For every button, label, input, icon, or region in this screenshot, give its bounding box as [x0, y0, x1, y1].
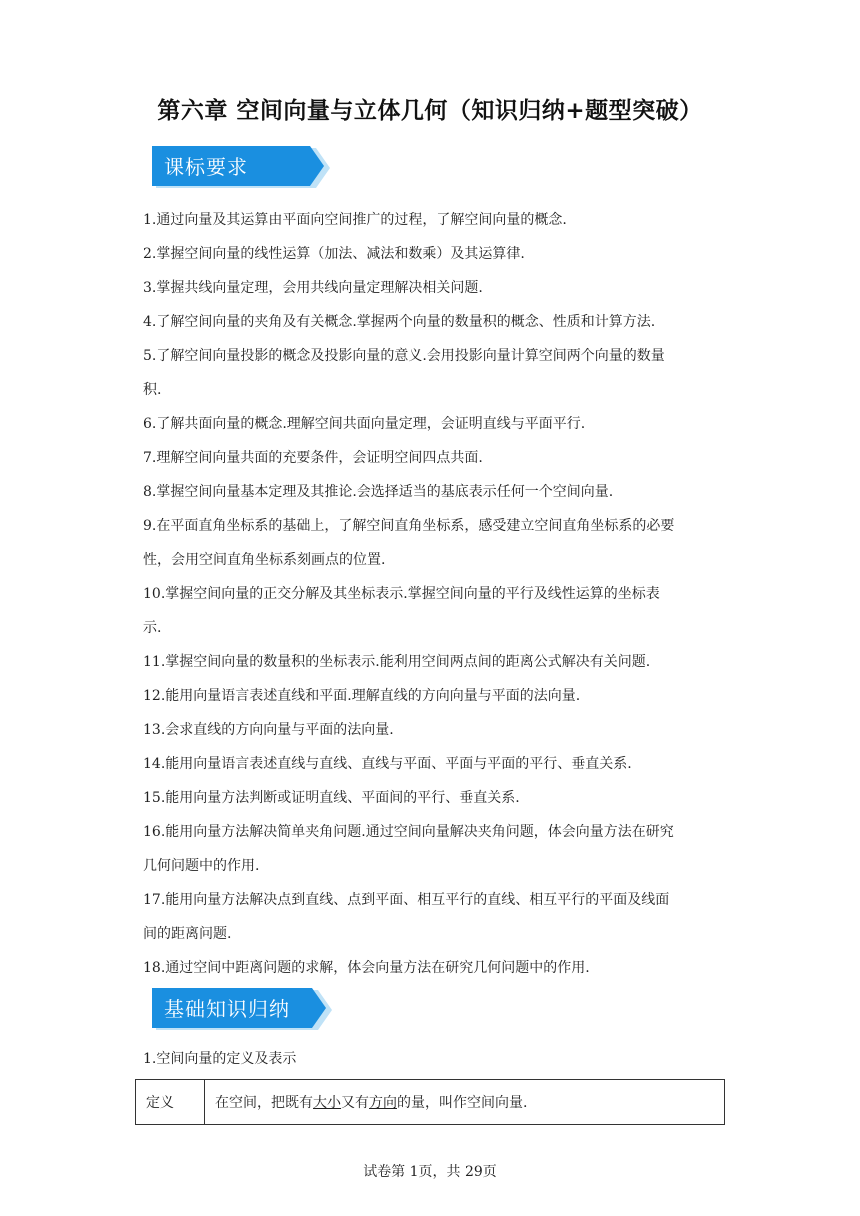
list-item: 间的距离问题. — [143, 926, 232, 942]
table-cell-key: 定义 — [136, 1080, 205, 1125]
banner-basics-label: 基础知识归纳 — [164, 997, 290, 1021]
list-item: 几何问题中的作用. — [143, 858, 260, 874]
list-item: 12.能用向量语言表述直线和平面.理解直线的方向向量与平面的法向量. — [143, 688, 581, 704]
banner-requirements — [150, 146, 332, 188]
value-text: 的量，叫作空间向量. — [397, 1095, 528, 1111]
list-item: 7.理解空间向量共面的充要条件，会证明空间四点共面. — [143, 450, 483, 466]
table-row — [136, 1080, 725, 1125]
table-cell-value — [205, 1080, 725, 1125]
list-item: 16.能用向量方法解决简单夹角问题.通过空间向量解决夹角问题，体会向量方法在研究 — [143, 824, 674, 840]
list-item: 18.通过空间中距离问题的求解，体会向量方法在研究几何问题中的作用. — [143, 960, 590, 976]
list-item: 14.能用向量语言表述直线与直线、直线与平面、平面与平面的平行、垂直关系. — [143, 756, 632, 772]
section-heading: 1.空间向量的定义及表示 — [143, 1051, 297, 1067]
list-item: 17.能用向量方法解决点到直线、点到平面、相互平行的直线、相互平行的平面及线面 — [143, 892, 670, 908]
list-item: 5.了解空间向量投影的概念及投影向量的意义.会用投影向量计算空间两个向量的数量 — [143, 348, 665, 364]
list-item: 6.了解共面向量的概念.理解空间共面向量定理，会证明直线与平面平行. — [143, 416, 586, 432]
banner-requirements-label: 课标要求 — [164, 155, 248, 179]
list-item: 11.掌握空间向量的数量积的坐标表示.能利用空间两点间的距离公式解决有关问题. — [143, 654, 651, 670]
underlined-term: 方向 — [369, 1095, 397, 1111]
list-item: 9.在平面直角坐标系的基础上，了解空间直角坐标系，感受建立空间直角坐标系的必要 — [143, 518, 675, 534]
list-item: 1.通过向量及其运算由平面向空间推广的过程，了解空间向量的概念. — [143, 212, 567, 228]
list-item: 3.掌握共线向量定理，会用共线向量定理解决相关问题. — [143, 280, 483, 296]
list-item: 10.掌握空间向量的正交分解及其坐标表示.掌握空间向量的平行及线性运算的坐标表 — [143, 586, 660, 602]
requirements-list — [143, 203, 723, 985]
list-item: 4.了解空间向量的夹角及有关概念.掌握两个向量的数量积的概念、性质和计算方法. — [143, 314, 656, 330]
value-text: 在空间，把既有 — [215, 1095, 313, 1111]
banner-basics — [150, 988, 334, 1030]
list-item: 13.会求直线的方向向量与平面的法向量. — [143, 722, 394, 738]
value-text: 又有 — [341, 1095, 369, 1111]
underlined-term: 大小 — [313, 1095, 341, 1111]
page-footer: 试卷第 1页，共 29页 — [363, 1164, 497, 1180]
list-item: 8.掌握空间向量基本定理及其推论.会选择适当的基底表示任何一个空间向量. — [143, 484, 614, 500]
page-title: 第六章 空间向量与立体几何（知识归纳+题型突破） — [157, 98, 703, 124]
definition-table — [135, 1079, 725, 1125]
list-item: 示. — [143, 620, 162, 636]
list-item: 性，会用空间直角坐标系刻画点的位置. — [143, 552, 386, 568]
list-item: 2.掌握空间向量的线性运算（加法、减法和数乘）及其运算律. — [143, 246, 525, 262]
list-item: 积. — [143, 382, 162, 398]
list-item: 15.能用向量方法判断或证明直线、平面间的平行、垂直关系. — [143, 790, 520, 806]
